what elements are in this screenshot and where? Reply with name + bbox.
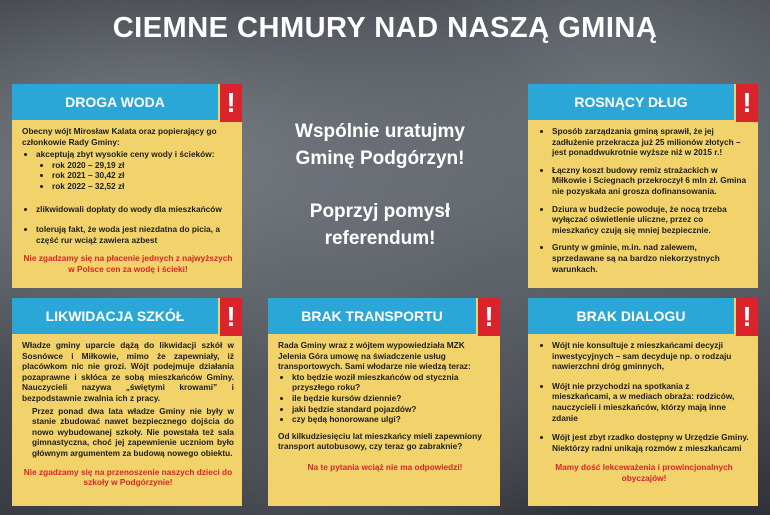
slogan-line: referendum! (324, 228, 436, 249)
card-body (538, 126, 750, 274)
paragraph: Rada Gminy wraz z wójtem wypowiedziała MZK Jelenia Góra umowę na świadczenie usług transportowych. Sami włodarze nie wiedzą teraz: (278, 340, 471, 372)
list-item: • rok 2020 – 29,19 zł (52, 160, 234, 171)
slogan-red: Na te pytania wciąż nie ma odpowiedzi! (307, 461, 463, 472)
list-item: • Wójt nie konsultuje z mieszkańcami decyzji inwestycyjnych – sam decyduje np. o rodzaju nawierzchni dróg gminnych, (552, 340, 750, 372)
card-heading: BRAK TRANSPORTU (268, 298, 476, 334)
card-body (538, 340, 750, 489)
list-item: • czy będą honorowane ulgi? (292, 414, 492, 425)
warning-icon: ! (220, 84, 242, 122)
intro-text: Obecny wójt Mirosław Kalata oraz popierający go członkowie Rady Gminy: (22, 126, 217, 147)
center-slogan (270, 118, 490, 252)
card-droga-woda (12, 84, 242, 288)
slogan-red: Nie zgadzamy się na płacenie jednych z najwyższych w Polsce cen za wodę i ścieki! (23, 253, 233, 274)
list-item: • rok 2022 – 32,52 zł (52, 181, 234, 192)
list-item: • akceptują zbyt wysokie ceny wody i ścieków: (36, 149, 234, 160)
page-title: CIEMNE CHMURY NAD NASZĄ GMINĄ (112, 12, 658, 44)
card-body (22, 126, 234, 280)
list-item: • jaki będzie standard pojazdów? (292, 404, 492, 415)
slogan-line: Wspólnie uratujmy (295, 121, 465, 142)
card-likwidacja-szkol (12, 298, 242, 506)
list-item: • Łączny koszt budowy remiz strażackich w Miłkowie i Sciegnach przekroczył 6 mln zł. Gmina nie pozyskała ani grosza dofinansowania. (552, 165, 750, 197)
warning-icon: ! (736, 298, 758, 336)
paragraph: Przez ponad dwa lata władze Gminy nie były w stanie zbudować nawet bezpiecznego dojścia do nowo wybudowanej szkoły. Nie powstała też sala gimnastyczna, choć jej zapewnienie uczniom było głównym argumentem za budową nowego obiektu. (32, 405, 234, 458)
slogan-line: Gminę Podgórzyn! (295, 148, 465, 169)
list-item: • rok 2021 – 30,42 zł (52, 170, 234, 181)
list-item: • Wójt nie przychodzi na spotkania z mieszkańcami, a w mediach obraża: rodziców, nauczycieli i mieszkańców, którzy mają inne zdanie (552, 381, 750, 423)
paragraph: Od kilkudziesięciu lat mieszkańcy mieli zapewniony transport autobusowy, czy teraz go zabraknie? (278, 430, 482, 452)
slogan-line: Poprzyj pomysł (309, 201, 451, 222)
card-brak-transportu (268, 298, 500, 506)
card-body (278, 340, 492, 478)
card-heading: DROGA WODA (12, 84, 218, 120)
warning-icon: ! (478, 298, 500, 336)
paragraph: Władze gminy uparcie dążą do likwidacji szkół w Sosnówce i Miłkowie, mimo że zapewniały, iż placówkom nic nie grozi. Wójt podejmuje działania pozaprawne i skłóca ze sobą mieszkańców Gminy. Nauczycieli nazywa „świętymi krowami” i bezpodstawnie zwalnia ich z pracy. (22, 340, 234, 403)
list-item: • Wójt jest zbyt rzadko dostępny w Urzędzie Gminy. Niektórzy radni unikają rozmów z mieszkańcami (552, 432, 750, 453)
list-item: • ile będzie kursów dziennie? (292, 393, 492, 404)
list-item: • Dziura w budżecie powoduje, że nocą trzeba wyłączać oświetlenie uliczne, przez co mieszkańcy czują się mniej bezpiecznie. (552, 204, 750, 236)
list-item: • tolerują fakt, że woda jest niezdatna do picia, a część rur wciąż zawiera azbest (36, 224, 234, 245)
warning-icon: ! (736, 84, 758, 122)
list-item: • kto będzie woził mieszkańców od stycznia przyszłego roku? (292, 372, 492, 393)
warning-icon: ! (220, 298, 242, 336)
card-heading: BRAK DIALOGU (528, 298, 734, 334)
card-heading: ROSNĄCY DŁUG (528, 84, 734, 120)
list-item: • zlikwidowali dopłaty do wody dla mieszkańców (36, 204, 234, 215)
card-heading: LIKWIDACJA SZKÓŁ (12, 298, 218, 334)
slogan-red: Nie zgadzamy się na przenoszenie naszych dzieci do szkoły w Podgórzynie! (23, 466, 233, 488)
card-rosnacy-dlug (528, 84, 758, 288)
slogan-red: Mamy dość lekceważenia i prowincjonalnych obyczajów! (555, 462, 733, 483)
list-item: • Grunty w gminie, m.in. nad zalewem, sprzedawane są na bardzo niekorzystnych warunkach. (552, 242, 750, 274)
card-brak-dialogu (528, 298, 758, 506)
card-body (22, 340, 234, 493)
list-item: • Sposób zarządzania gminą sprawił, że jej zadłużenie przekracza już 25 milionów złotych – jest ponaddwukrotnie wyższe niż w 2015 r.! (552, 126, 750, 158)
